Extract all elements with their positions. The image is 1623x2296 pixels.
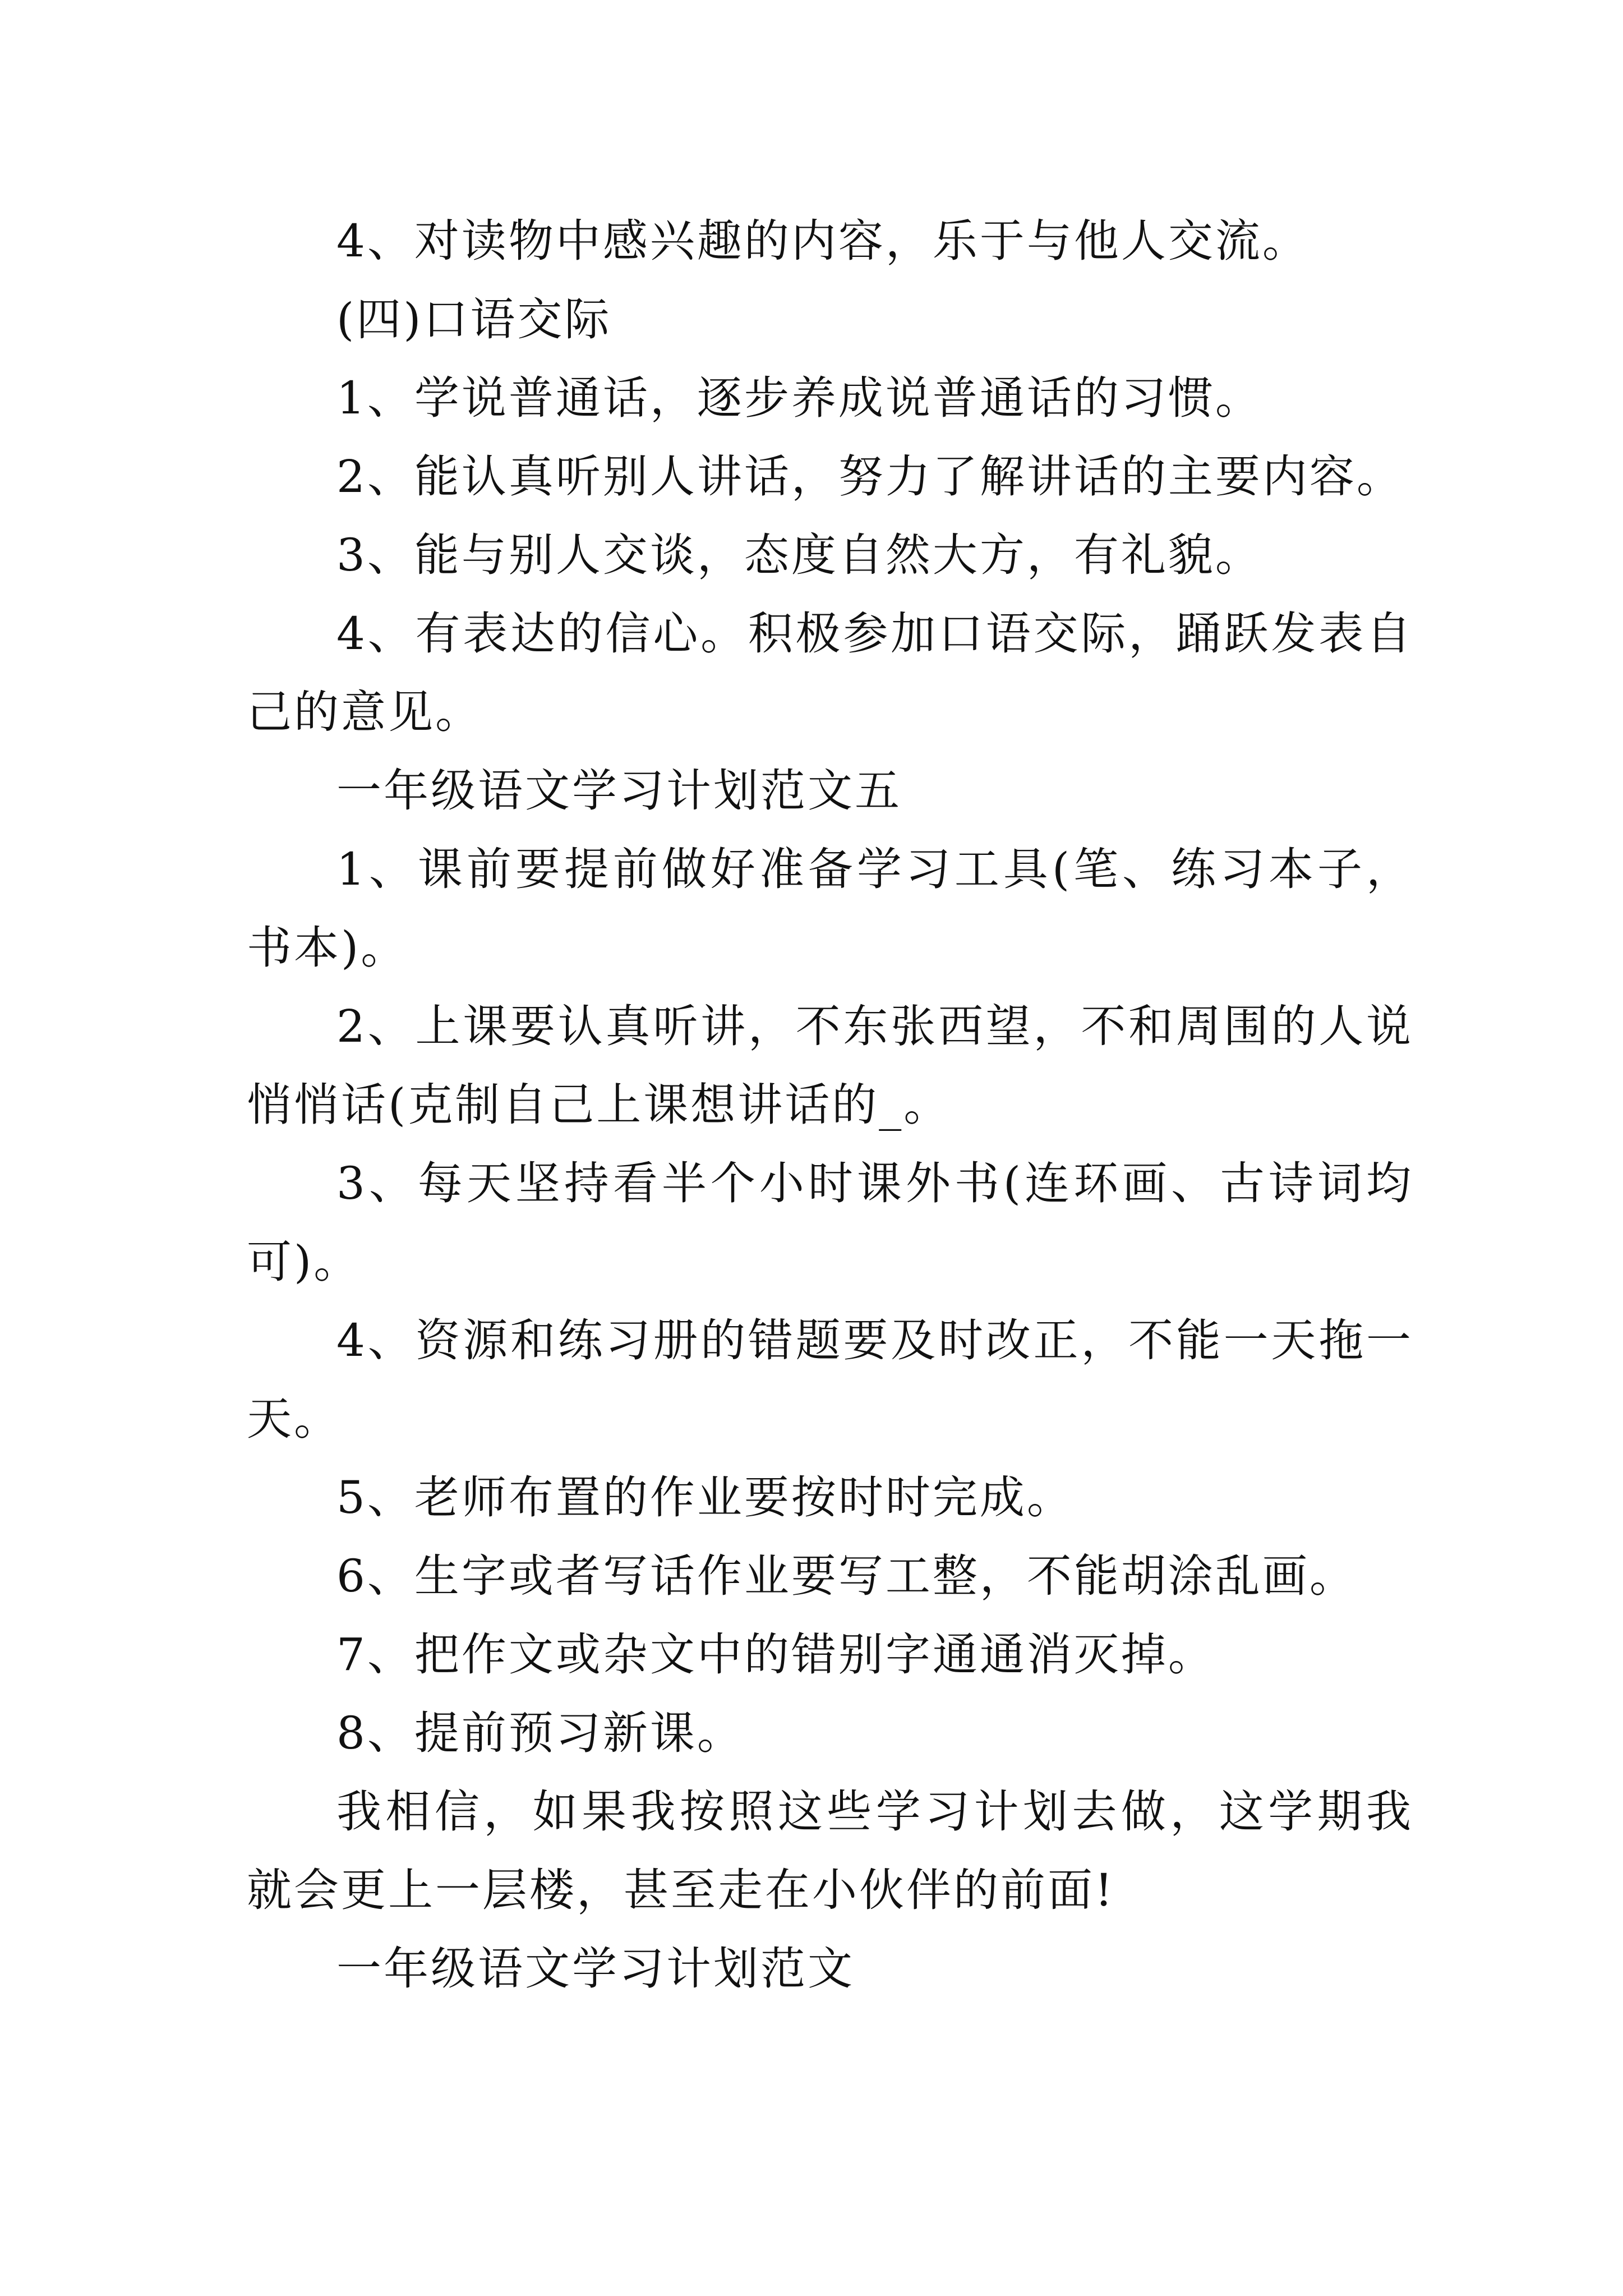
paragraph: 2、上课要认真听讲，不东张西望，不和周围的人说悄悄话(克制自己上课想讲话的_。 — [247, 1000, 1413, 1131]
paragraph: 4、有表达的信心。积极参加口语交际，踊跃发表自己的意见。 — [247, 608, 1413, 738]
paragraph: 4、对读物中感兴趣的内容，乐于与他人交流。 — [336, 215, 1310, 267]
document-body — [247, 202, 1413, 2008]
paragraph: 8、提前预习新课。 — [336, 1707, 744, 1759]
paragraph: 1、学说普通话，逐步养成说普通话的习惯。 — [336, 372, 1262, 424]
section-heading: 一年级语文学习计划范文 — [336, 1943, 855, 1995]
paragraph: 1、课前要提前做好准备学习工具(笔、练习本子，书本)。 — [247, 843, 1413, 974]
paragraph: 4、资源和练习册的错题要及时改正，不能一天拖一天。 — [247, 1314, 1413, 1445]
section-heading: 一年级语文学习计划范文五 — [336, 765, 902, 817]
paragraph: 我相信，如果我按照这些学习计划去做，这学期我就会更上一层楼，甚至走在小伙伴的前面! — [247, 1786, 1413, 1916]
paragraph: 5、老师布置的作业要按时时完成。 — [336, 1471, 1074, 1524]
paragraph: 7、把作文或杂文中的错别字通通消灭掉。 — [336, 1628, 1215, 1681]
paragraph: 2、能认真听别人讲话，努力了解讲话的主要内容。 — [336, 450, 1404, 503]
section-heading: (四)口语交际 — [336, 293, 612, 346]
paragraph: 3、能与别人交谈，态度自然大方，有礼貌。 — [336, 529, 1262, 581]
paragraph: 6、生字或者写话作业要写工整，不能胡涂乱画。 — [336, 1550, 1357, 1602]
paragraph: 3、每天坚持看半个小时课外书(连环画、古诗词均可)。 — [247, 1157, 1413, 1288]
